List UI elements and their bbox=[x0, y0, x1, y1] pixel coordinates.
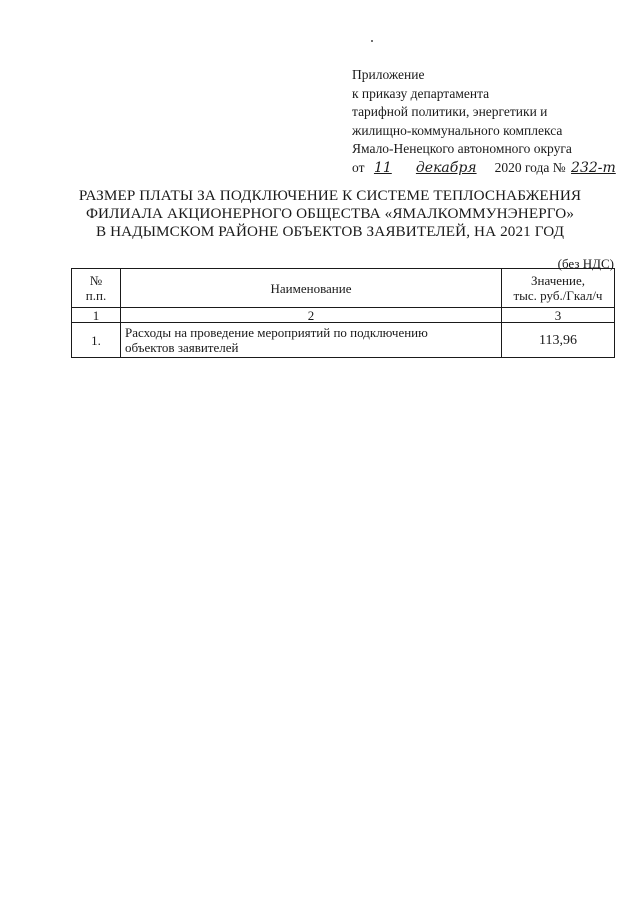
approval-line: Приложение bbox=[352, 67, 425, 82]
title-line: ФИЛИАЛА АКЦИОНЕРНОГО ОБЩЕСТВА «ЯМАЛКОММУНЭНЕРГО» bbox=[85, 205, 575, 222]
approval-line: к приказу департамента bbox=[352, 85, 490, 101]
row-value: 113,96 bbox=[502, 323, 615, 358]
header-num-symbol: № bbox=[89, 273, 103, 288]
handwritten-order-number: 232-т bbox=[571, 159, 616, 176]
approval-line: тарифной политики, энергетики и bbox=[352, 104, 548, 120]
table-row bbox=[72, 323, 615, 358]
header-name: Наименование bbox=[121, 269, 502, 308]
fee-table bbox=[71, 268, 615, 358]
row-name bbox=[121, 323, 502, 358]
handwritten-month: декабря bbox=[415, 159, 477, 176]
row-name-line: объектов заявителей bbox=[125, 340, 239, 355]
header-value-unit: тыс. руб./Гкал/ч bbox=[513, 288, 603, 303]
header-num bbox=[72, 269, 121, 308]
row-name-line: Расходы на проведение мероприятий по подключению bbox=[125, 325, 428, 340]
index-cell: 1 bbox=[72, 308, 121, 323]
scan-speck bbox=[371, 40, 373, 42]
row-num: 1. bbox=[72, 323, 121, 358]
handwritten-day: 11 bbox=[373, 159, 392, 176]
approval-block bbox=[352, 66, 615, 178]
table-index-row bbox=[72, 308, 615, 323]
approval-date-line bbox=[352, 159, 615, 178]
table-header-row bbox=[72, 269, 615, 308]
index-cell: 2 bbox=[121, 308, 502, 323]
document-title bbox=[60, 187, 600, 241]
header-value-label: Значение, bbox=[531, 273, 585, 288]
approval-line: Ямало-Ненецкого автономного округа bbox=[352, 141, 572, 157]
header-num-abbr: п.п. bbox=[85, 288, 107, 303]
date-prefix: от bbox=[352, 159, 365, 175]
approval-line: жилищно-коммунального комплекса bbox=[352, 122, 563, 138]
title-line: РАЗМЕР ПЛАТЫ ЗА ПОДКЛЮЧЕНИЕ К СИСТЕМЕ ТЕПЛОСНАБЖЕНИЯ bbox=[78, 187, 582, 204]
index-cell: 3 bbox=[502, 308, 615, 323]
year-text: 2020 года № bbox=[494, 159, 566, 175]
title-line: В НАДЫМСКОМ РАЙОНЕ ОБЪЕКТОВ ЗАЯВИТЕЛЕЙ, НА 2021 ГОД bbox=[95, 223, 565, 240]
vat-note: (без НДС) bbox=[557, 256, 614, 271]
header-value bbox=[502, 269, 615, 308]
